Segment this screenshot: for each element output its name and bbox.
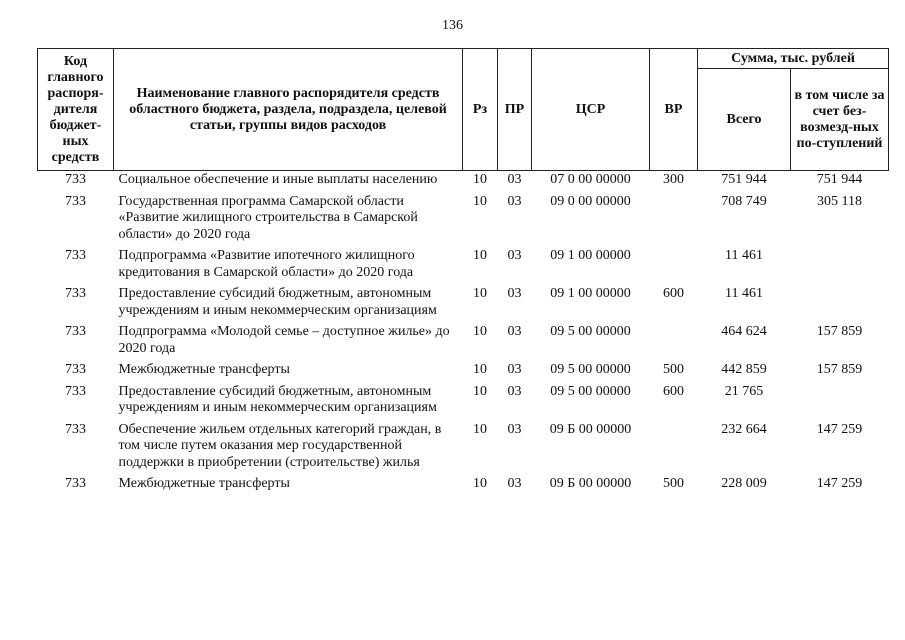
- cell-vr: 500: [663, 476, 684, 491]
- header-total: Всего: [698, 69, 791, 171]
- cell-vr: [650, 248, 698, 286]
- table-row: [38, 324, 889, 362]
- header-name: Наименование главного распорядителя средств областного бюджета, раздела, подраздела, целевой статьи, группы видов расходов: [114, 49, 463, 171]
- cell-csr: 09 Б 00 00000: [549, 476, 632, 491]
- cell-code: 733: [65, 172, 86, 187]
- table-row: [38, 362, 889, 384]
- cell-csr: 09 Б 00 00000: [549, 421, 632, 437]
- cell-code: 733: [65, 286, 86, 301]
- cell-rz: 10: [473, 383, 487, 399]
- cell-vr: 300: [663, 172, 684, 187]
- cell-csr: 09 5 00 00000: [550, 383, 631, 399]
- header-vr: ВР: [650, 49, 698, 171]
- cell-total: 464 624: [721, 324, 767, 339]
- cell-gratuitous: [791, 384, 889, 422]
- cell-gratuitous: 751 944: [816, 172, 863, 187]
- cell-name: Предоставление субсидий бюджетным, автономным учреждениям и иным некоммерческим организациям: [118, 383, 437, 415]
- cell-rz: 10: [473, 248, 487, 263]
- table-row: [38, 286, 889, 324]
- header-csr: ЦСР: [532, 49, 650, 171]
- header-pr: ПР: [498, 49, 532, 171]
- cell-csr: 09 5 00 00000: [550, 362, 631, 377]
- cell-rz: 10: [473, 172, 487, 187]
- cell-rz: 10: [473, 324, 487, 339]
- cell-csr: 09 1 00 00000: [550, 248, 631, 263]
- table-body: [38, 171, 889, 498]
- table-row: [38, 248, 889, 286]
- cell-code: 733: [65, 248, 86, 263]
- cell-code: 733: [65, 362, 86, 377]
- table-row: [38, 171, 889, 194]
- cell-pr: 03: [507, 476, 522, 491]
- cell-total: 708 749: [721, 193, 767, 209]
- cell-code: 733: [65, 193, 86, 209]
- cell-gratuitous: 305 118: [817, 193, 862, 209]
- cell-rz: 10: [473, 362, 487, 377]
- table-row: [38, 384, 889, 422]
- cell-name: Социальное обеспечение и иные выплаты населению: [118, 172, 438, 187]
- cell-csr: 09 0 00 00000: [550, 193, 631, 209]
- cell-code: 733: [65, 421, 86, 437]
- cell-total: 21 765: [724, 383, 764, 399]
- cell-name: Предоставление субсидий бюджетным, автономным учреждениям и иным некоммерческим организациям: [118, 286, 437, 318]
- cell-vr: [650, 422, 698, 477]
- cell-pr: 03: [507, 248, 522, 263]
- cell-total: 228 009: [721, 476, 767, 491]
- cell-code: 733: [65, 383, 86, 399]
- cell-csr: 09 1 00 00000: [550, 286, 631, 301]
- cell-vr: [650, 194, 698, 249]
- cell-code: 733: [65, 324, 86, 339]
- cell-gratuitous: 147 259: [816, 421, 863, 437]
- cell-name: Обеспечение жильем отдельных категорий граждан, в том числе путем оказания мер государственной поддержки в приобретении (строительстве) жилья: [118, 421, 442, 470]
- cell-vr: 600: [663, 383, 684, 399]
- cell-vr: 600: [663, 286, 684, 301]
- cell-pr: 03: [507, 172, 522, 187]
- cell-csr: 09 5 00 00000: [550, 324, 631, 339]
- cell-name: Подпрограмма «Молодой семье – доступное жилье» до 2020 года: [118, 324, 450, 356]
- cell-rz: 10: [473, 476, 487, 491]
- cell-name: Подпрограмма «Развитие ипотечного жилищного кредитования в Самарской области» до 2020 года: [118, 248, 415, 280]
- page-number: 136: [442, 18, 463, 33]
- cell-rz: 10: [473, 286, 487, 301]
- cell-pr: 03: [507, 362, 522, 377]
- table-row: [38, 194, 889, 249]
- header-gratuitous: в том числе за счет без-возмезд-ных по-ступлений: [791, 69, 889, 171]
- cell-pr: 03: [507, 193, 522, 209]
- cell-name: Межбюджетные трансферты: [118, 362, 290, 377]
- cell-gratuitous: 147 259: [816, 476, 863, 491]
- cell-pr: 03: [507, 286, 522, 301]
- cell-gratuitous: [791, 248, 889, 286]
- cell-total: 232 664: [721, 421, 767, 437]
- cell-total: 442 859: [721, 362, 767, 377]
- cell-total: 11 461: [725, 286, 763, 301]
- cell-pr: 03: [507, 324, 522, 339]
- cell-name: Государственная программа Самарской области «Развитие жилищного строительства в Самарской области» до 2020 года: [118, 193, 418, 242]
- cell-code: 733: [65, 476, 86, 491]
- table-row: [38, 476, 889, 498]
- cell-name: Межбюджетные трансферты: [118, 476, 290, 491]
- cell-gratuitous: 157 859: [816, 324, 863, 339]
- table-header: [38, 49, 889, 171]
- cell-pr: 03: [507, 383, 522, 399]
- header-sum-group: Сумма, тыс. рублей: [698, 49, 889, 69]
- cell-csr: 07 0 00 00000: [550, 172, 631, 187]
- budget-table: [37, 48, 889, 498]
- cell-rz: 10: [473, 421, 487, 437]
- cell-gratuitous: [791, 286, 889, 324]
- cell-total: 751 944: [721, 172, 767, 187]
- header-rz: Рз: [463, 49, 498, 171]
- table-row: [38, 422, 889, 477]
- cell-vr: [650, 324, 698, 362]
- cell-vr: 500: [663, 362, 684, 377]
- cell-gratuitous: 157 859: [816, 362, 863, 377]
- header-code: Код главного распоря-дителя бюджет-ных средств: [38, 49, 114, 171]
- cell-total: 11 461: [725, 248, 763, 263]
- cell-pr: 03: [507, 421, 522, 437]
- cell-rz: 10: [473, 193, 487, 209]
